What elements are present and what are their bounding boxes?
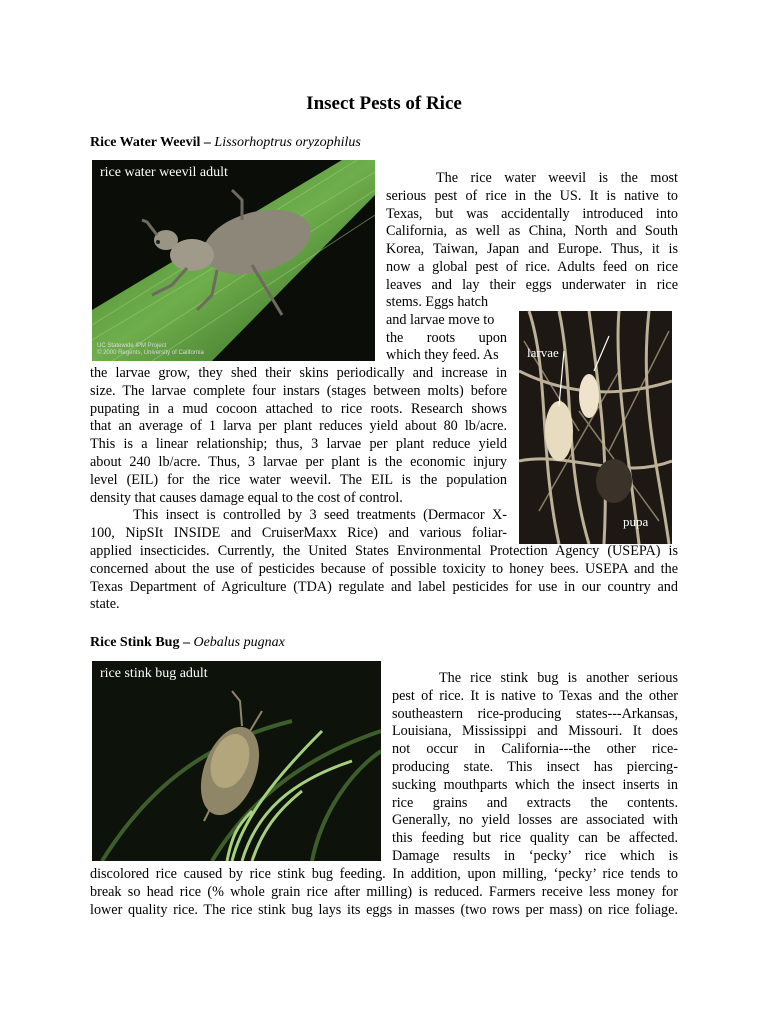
stinkbug-illustration bbox=[92, 661, 381, 861]
stinkbug-name: Rice Stink Bug – bbox=[90, 635, 194, 650]
weevil-paragraph-1-top: The rice water weevil is the most serious pest of rice in the US. It is native to Texas, but was accidentally introduced into California, as well as China, North and South Korea, Taiwan, Japan and Europe. Thus, it is now a global pest of rice. Adults feed on rice leaves and lay their eggs underwater in rice bbox=[386, 170, 678, 293]
weevil-name: Rice Water Weevil – bbox=[90, 135, 215, 150]
page-title: Insect Pests of Rice bbox=[306, 93, 462, 114]
weevil-latin: Lissorhoptrus oryzophilus bbox=[214, 135, 361, 150]
weevil-paragraph-1-bottom: the larvae grow, they shed their skins periodically and increase in size. The larvae complete four instars (stages between molts) before pupating in a mud cocoon attached to rice roots. Research shows that an average of 1 larva per plant reduces yield about 80 lb/acre. This is a linear relationship; thus, 3 larvae per plant reduce yield about 240 lb/acre. Thus, 3 larvae per plant is the economic injury level (EIL) for the rice water weevil. The EIL is the population density that causes damage equal to the cost of control. This insect is controlled by 3 seed treatments (Dermacor X- 100, NipSIt INSIDE and CruiserMaxx Rice) and various foliar- bbox=[90, 365, 507, 542]
weevil-paragraph-2-bottom: applied insecticides. Currently, the United States Environmental Protection Agency (USEPA) is concerned about the use of pesticides because of possible toxicity to honey bees. USEPA and the Texas Department of Agriculture (TDA) regulate and label pesticides for use in our country and state. bbox=[90, 543, 678, 613]
larvae-label: larvae bbox=[527, 345, 559, 360]
section-heading-stinkbug bbox=[90, 635, 285, 651]
stinkbug-paragraph-bottom: discolored rice caused by rice stink bug feeding. In addition, upon milling, ‘pecky’ rice tends to break so head rice (% whole grain rice after milling) is reduced. Farmers receive less money for lower quality rice. The rice stink bug lays its eggs in masses (two rows per mass) on rice foliage. bbox=[90, 866, 678, 918]
stinkbug-photo bbox=[92, 661, 381, 861]
stinkbug-latin: Oebalus pugnax bbox=[193, 635, 285, 650]
weevil-paragraph-1-narrow: stems. Eggs hatch and larvae move to the roots upon which they feed. As bbox=[386, 294, 507, 364]
stinkbug-paragraph-top: The rice stink bug is another serious pest of rice. It is native to Texas and the other southeastern rice-producing states---Arkansas, Louisiana, Mississippi and Missouri. It does not occur in California---the other rice- producing state. This insect has piercing- sucking mouthparts which the insect inserts in rice grains and extracts the contents. Generally, no yield losses are associated with this feeding but rice quality can be affected. Damage results in ‘pecky’ rice which is bbox=[392, 670, 678, 864]
weevil-photo-caption: rice water weevil adult bbox=[100, 165, 228, 180]
pupa-label: pupa bbox=[623, 514, 649, 529]
stinkbug-photo-caption: rice stink bug adult bbox=[100, 666, 208, 681]
narrow-line-10: the roots upon bbox=[386, 329, 507, 346]
weevil-illustration bbox=[92, 160, 375, 361]
section-heading-weevil bbox=[90, 135, 361, 151]
larvae-photo bbox=[519, 311, 672, 544]
weevil-photo bbox=[92, 160, 375, 361]
weevil-photo-credit: UC Statewide IPM Project © 2000 Regents, University of California bbox=[97, 343, 204, 356]
